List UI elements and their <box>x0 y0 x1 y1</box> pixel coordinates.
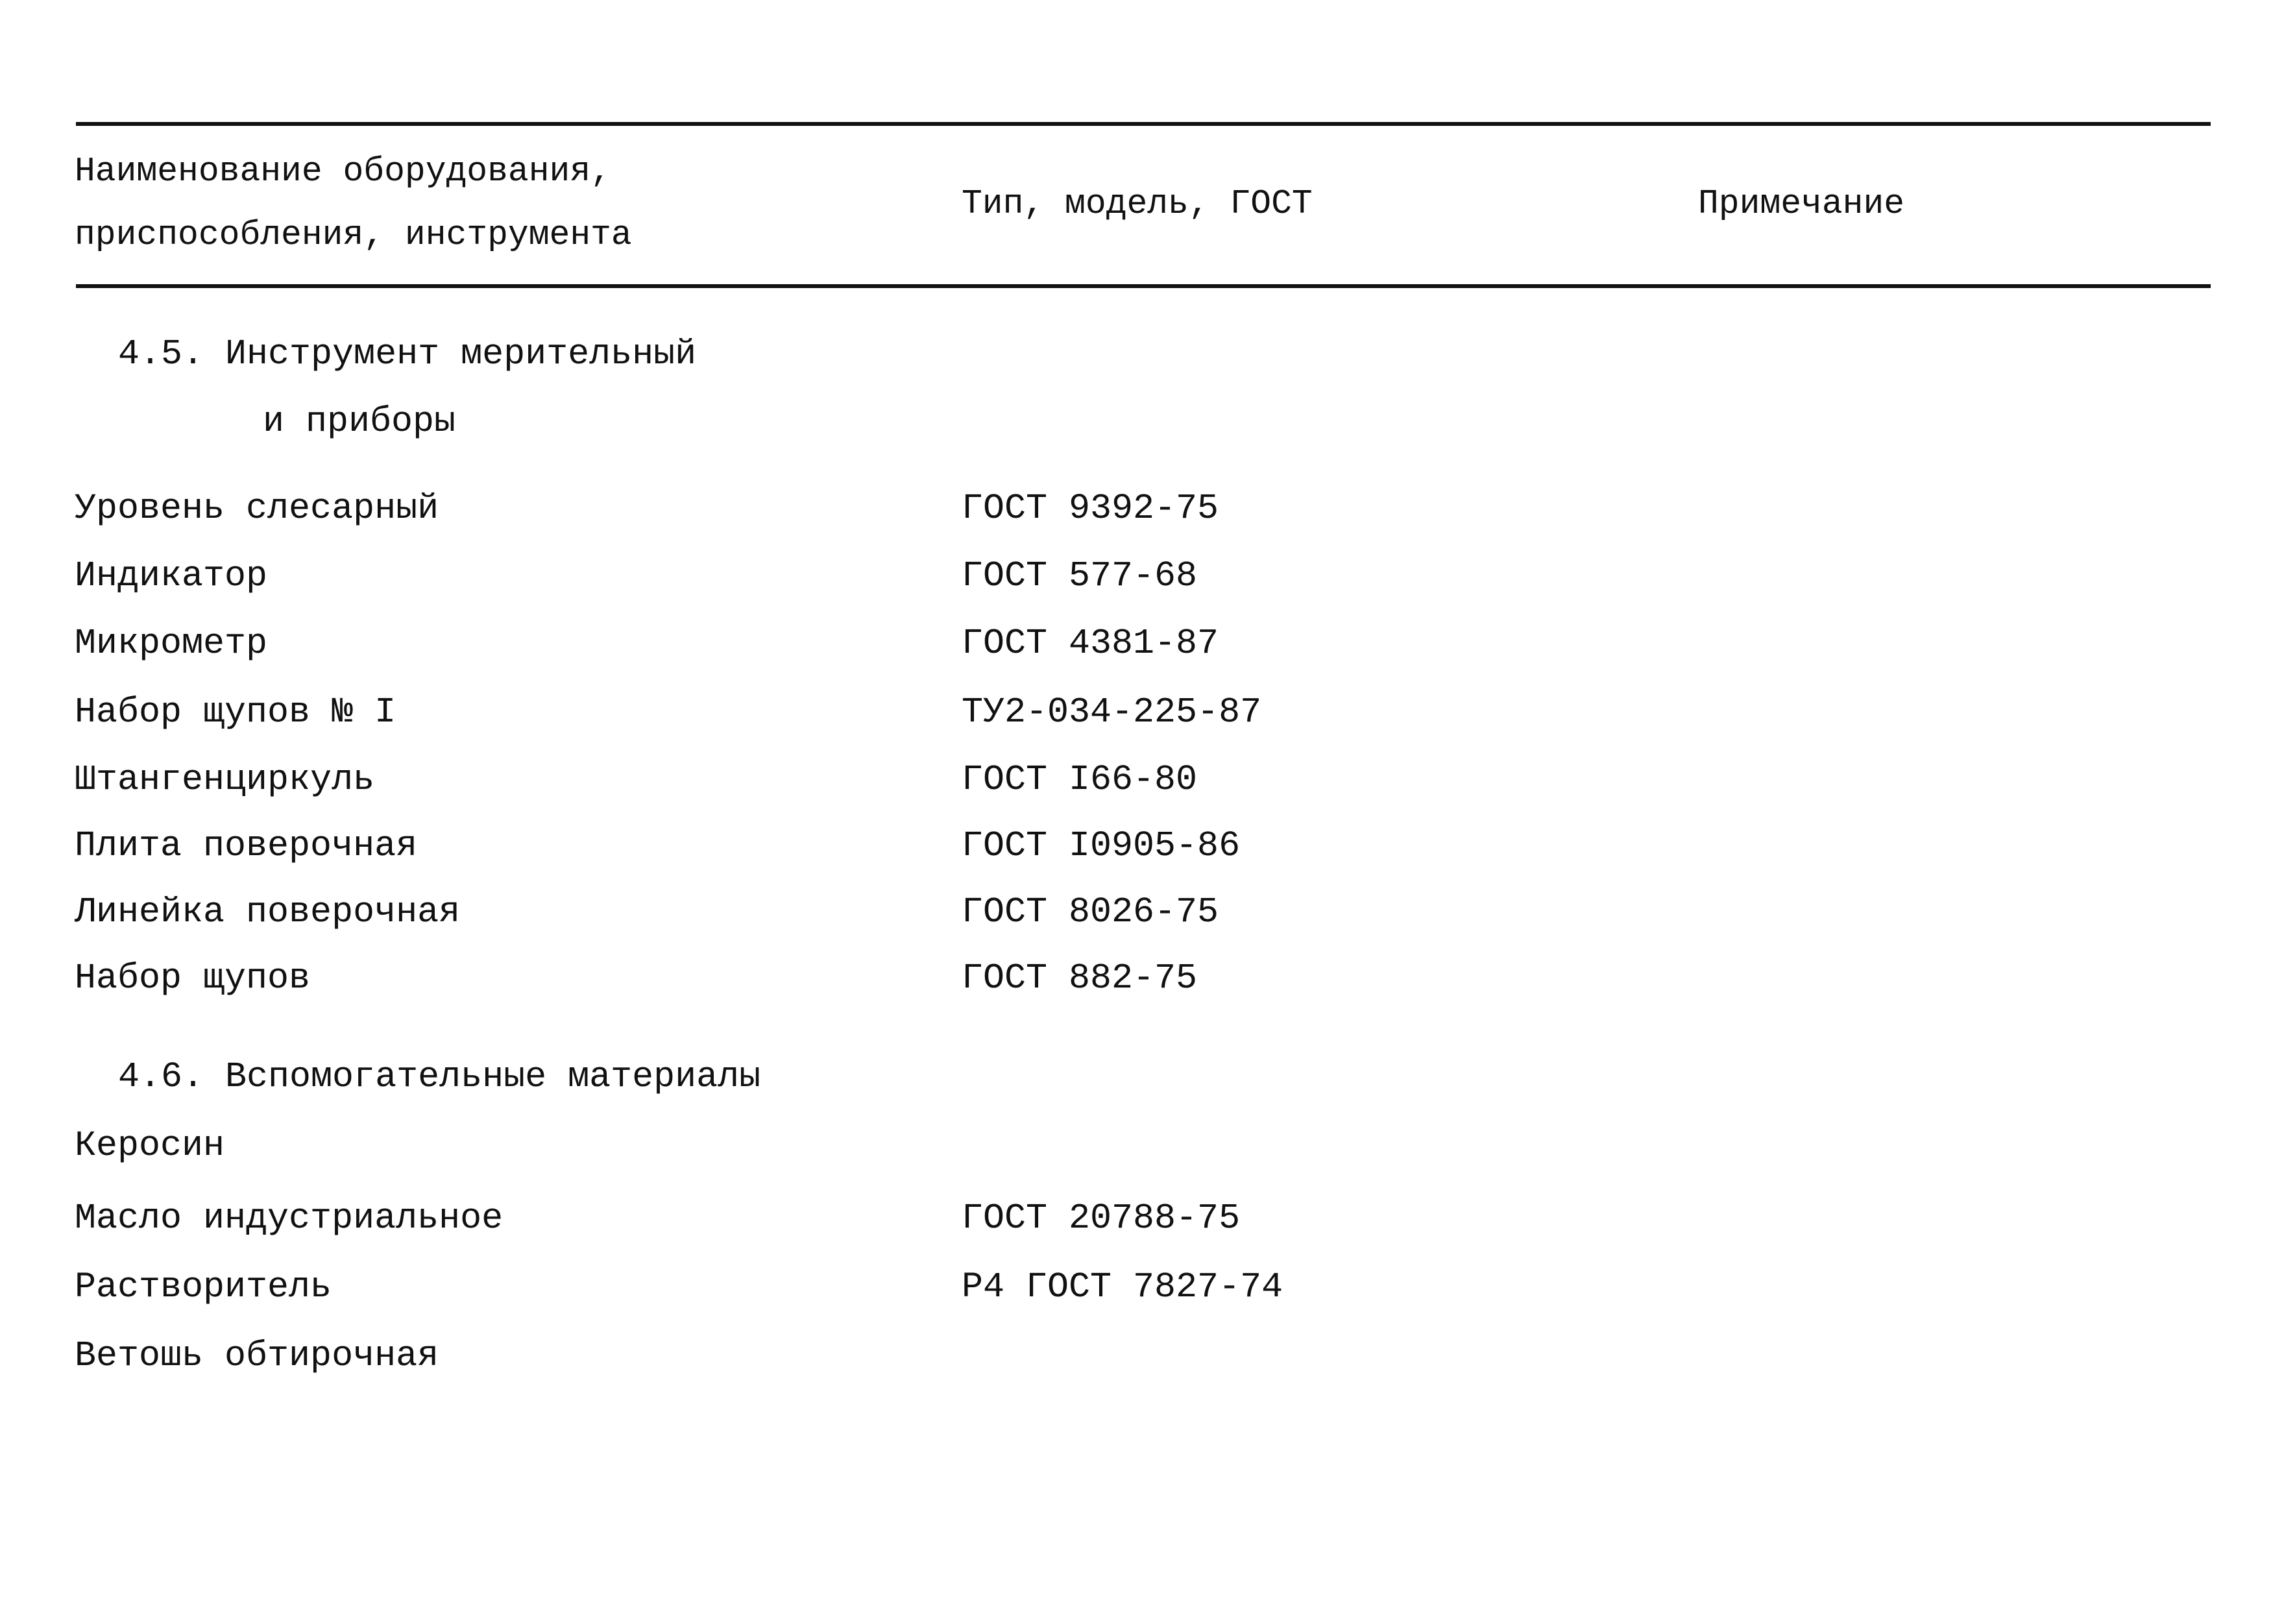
table-row-type: ГОСТ 882-75 <box>962 958 1198 999</box>
table-row-name: Растворитель <box>75 1266 332 1307</box>
table-row-name: Уровень слесарный <box>75 488 439 529</box>
table-row-type: ГОСТ I0905-86 <box>962 825 1241 866</box>
table-row-type: Р4 ГОСТ 7827-74 <box>962 1266 1283 1307</box>
header-col1-line1: Наименование оборудования, <box>75 152 611 191</box>
section-4-5-title-cont: и приборы <box>263 401 456 442</box>
table-row-type: ГОСТ I66-80 <box>962 759 1198 800</box>
header-top-rule <box>76 122 2211 126</box>
table-row-name: Линейка поверочная <box>75 891 461 932</box>
table-row-name: Индикатор <box>75 555 268 596</box>
table-row-name: Масло индустриальное <box>75 1198 504 1239</box>
table-row-type: ТУ2-034-225-87 <box>962 692 1262 733</box>
table-row-name: Керосин <box>75 1125 225 1166</box>
table-row-type: ГОСТ 4381-87 <box>962 623 1219 664</box>
table-row-name: Плита поверочная <box>75 825 418 866</box>
header-bottom-rule <box>76 284 2211 288</box>
table-row-name: Микрометр <box>75 623 268 664</box>
header-col2: Тип, модель, ГОСТ <box>962 184 1313 223</box>
section-4-5-title: 4.5. Инструмент мерительный <box>118 333 697 374</box>
table-row-name: Ветошь обтирочная <box>75 1335 439 1376</box>
table-row-type: ГОСТ 20788-75 <box>962 1198 1241 1239</box>
header-col1-line2: приспособления, инструмента <box>75 215 632 254</box>
header-col3: Примечание <box>1698 184 1905 223</box>
table-row-type: ГОСТ 8026-75 <box>962 891 1219 932</box>
section-4-6-title: 4.6. Вспомогательные материалы <box>118 1056 761 1097</box>
table-row-type: ГОСТ 9392-75 <box>962 488 1219 529</box>
table-row-name: Набор щупов № I <box>75 692 396 733</box>
table-row-name: Набор щупов <box>75 958 311 999</box>
table-row-type: ГОСТ 577-68 <box>962 555 1198 596</box>
table-row-name: Штангенциркуль <box>75 759 375 800</box>
